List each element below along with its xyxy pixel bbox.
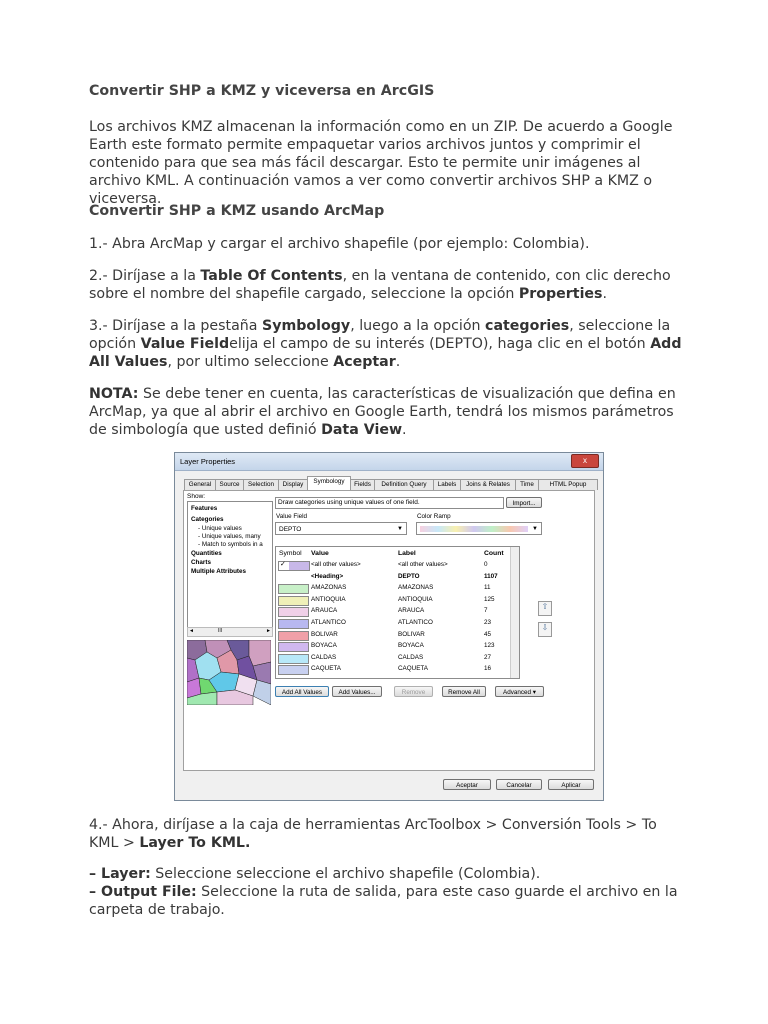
step-2: 2.- Diríjase a la Table Of Contents, en la ventana de contenido, con clic derecho sobre el nombre del shapefile cargado, seleccione la opción Properties. (89, 268, 671, 302)
symbol-swatch[interactable] (278, 642, 309, 652)
color-ramp-swatch (420, 526, 528, 532)
cell-value: BOLIVAR (311, 630, 338, 638)
col-symbol[interactable]: Symbol (279, 550, 302, 557)
symbol-swatch[interactable] (278, 654, 309, 664)
tab-display[interactable]: Display (278, 479, 308, 490)
cell-label: CALDAS (398, 653, 424, 661)
symbol-swatch[interactable] (278, 665, 309, 675)
col-label[interactable]: Label (398, 550, 416, 557)
tree-item-multiple-attributes[interactable]: Multiple Attributes (191, 568, 247, 575)
close-button[interactable]: x (571, 454, 599, 468)
map-preview (187, 640, 271, 705)
cell-value: ANTIOQUIA (311, 595, 346, 603)
cell-count: 16 (484, 665, 492, 673)
tab-fields[interactable]: Fields (350, 479, 375, 490)
tree-item-categories[interactable]: Categories (191, 516, 224, 523)
layer-line: – Layer: Seleccione seleccione el archivo shapefile (Colombia). (89, 866, 541, 882)
cell-value: <Heading> (311, 572, 344, 580)
col-count[interactable]: Count (484, 550, 504, 557)
symbol-swatch[interactable] (278, 631, 309, 641)
cell-label: ARAUCA (398, 607, 425, 615)
cell-value: AMAZONAS (311, 584, 347, 592)
cell-label: ATLANTICO (398, 619, 433, 626)
cell-value: CAQUETA (311, 665, 341, 673)
cell-count: 123 (484, 642, 495, 650)
checkbox-icon[interactable]: ✓ (280, 561, 286, 568)
step-3: 3.- Diríjase a la pestaña Symbology, luego a la opción categories, seleccione la opción Value Fieldelija el campo de su interés (DEPTO), haga clic en el botón Add All Values, por ultimo seleccione Aceptar. (89, 318, 682, 370)
table-row[interactable] (276, 595, 509, 606)
cell-label: <all other values> (398, 561, 448, 568)
table-row[interactable] (276, 572, 509, 583)
add-values-button[interactable]: Add Values... (332, 686, 382, 697)
cell-value: BOYACA (311, 642, 337, 650)
scroll-thumb[interactable]: III (218, 628, 223, 634)
value-field-value: DEPTO (279, 526, 302, 533)
tree-item-quantities[interactable]: Quantities (191, 550, 222, 557)
intro-paragraph: Los archivos KMZ almacenan la información como en un ZIP. De acuerdo a Google Earth este formato permite empaquetar varios archivos juntos y comprimir el contenido para que sea más fácil descargar. Esto te permite unir imágenes al archivo KML. A continuación vamos a ver como convertir archivos SHP a KMZ o viceversa. (89, 119, 673, 207)
table-vertical-scrollbar[interactable] (510, 547, 519, 678)
step-4: 4.- Ahora, diríjase a la caja de herramientas ArcToolbox > Conversión Tools > To KML > Layer To KML. (89, 817, 657, 851)
col-value[interactable]: Value (311, 550, 329, 557)
symbol-swatch[interactable] (278, 607, 309, 617)
show-tree (187, 501, 273, 629)
cell-value: ARAUCA (311, 607, 338, 615)
tab-html-popup[interactable]: HTML Popup (538, 479, 598, 490)
tree-item-charts[interactable]: Charts (191, 559, 211, 566)
tab-joins-relates[interactable]: Joins & Relates (460, 479, 516, 490)
tree-item-match-symbols[interactable]: - Match to symbols in a (198, 541, 263, 548)
tree-item-features[interactable]: Features (191, 505, 218, 512)
table-row[interactable] (276, 630, 509, 641)
cell-count: 27 (484, 653, 492, 661)
chevron-down-icon: ▼ (532, 526, 538, 532)
cell-count: 0 (484, 561, 488, 568)
table-row[interactable] (276, 653, 509, 664)
nota: NOTA: Se debe tener en cuenta, las características de visualización que defina en ArcMap, ya que al abrir el archivo en Google Earth, tendrá los mismos parámetros de simbología que usted definió Data View. (89, 386, 676, 438)
cell-count: 11 (484, 584, 491, 592)
step-1: 1.- Abra ArcMap y cargar el archivo shapefile (por ejemplo: Colombia). (89, 236, 590, 252)
show-label: Show: (187, 493, 206, 500)
import-button[interactable]: Import... (506, 497, 542, 508)
cell-label: BOLIVAR (398, 630, 425, 638)
cell-count: 1107 (484, 572, 498, 580)
add-all-values-button[interactable]: Add All Values (275, 686, 329, 697)
doc-title: Convertir SHP a KMZ y viceversa en ArcGIS (89, 83, 435, 99)
table-row[interactable] (276, 618, 509, 629)
cell-count: 7 (484, 607, 488, 615)
move-down-icon[interactable]: ⇩ (538, 622, 552, 637)
scroll-right-icon[interactable]: ► (266, 628, 271, 634)
layer-properties-dialog (174, 452, 604, 801)
table-row[interactable] (276, 560, 509, 571)
symbol-swatch[interactable] (278, 584, 309, 594)
description-box: Draw categories using unique values of one field. (275, 497, 504, 509)
cell-label: DEPTO (398, 572, 420, 580)
cell-value: CALDAS (311, 653, 337, 661)
cell-count: 23 (484, 619, 492, 626)
table-row[interactable] (276, 641, 509, 652)
move-up-icon[interactable]: ⇧ (538, 601, 552, 616)
table-row[interactable] (276, 664, 509, 675)
advanced-label: Advanced (503, 689, 532, 696)
tree-item-unique-values[interactable]: - Unique values (198, 525, 242, 532)
section-subtitle: Convertir SHP a KMZ usando ArcMap (89, 203, 385, 219)
symbol-swatch[interactable] (278, 561, 310, 571)
chevron-down-icon: ▾ (532, 689, 536, 696)
cell-label: CAQUETA (398, 665, 428, 673)
remove-button[interactable]: Remove (394, 686, 433, 697)
cell-count: 125 (484, 595, 495, 603)
map-preview-image (187, 640, 271, 705)
tree-horizontal-scrollbar[interactable] (187, 627, 273, 637)
table-row[interactable] (276, 606, 509, 617)
scroll-left-icon[interactable]: ◄ (189, 628, 194, 634)
tab-labels[interactable]: Labels (433, 479, 461, 490)
accept-button[interactable]: Aceptar (443, 779, 491, 790)
values-table (275, 546, 520, 679)
dialog-titlebar (175, 453, 603, 471)
cell-label: ANTIOQUIA (398, 595, 433, 603)
chevron-down-icon: ▼ (397, 526, 403, 532)
color-ramp-label: Color Ramp (417, 513, 451, 520)
cell-label: BOYACA (398, 642, 424, 650)
value-field-select[interactable] (275, 522, 407, 535)
remove-all-button[interactable]: Remove All (442, 686, 486, 697)
symbol-swatch[interactable] (278, 596, 309, 606)
cell-value: ATLANTICO (311, 619, 346, 626)
tab-definition-query[interactable]: Definition Query (374, 479, 434, 490)
symbol-swatch[interactable] (278, 619, 309, 629)
table-row[interactable] (276, 583, 509, 594)
cell-label: AMAZONAS (398, 584, 434, 592)
tab-symbology[interactable]: Symbology (307, 476, 351, 490)
value-field-label: Value Field (276, 513, 308, 520)
cell-value: <all other values> (311, 561, 361, 568)
cell-count: 45 (484, 630, 492, 638)
tab-source[interactable]: Source (215, 479, 244, 490)
symbology-panel (183, 490, 595, 771)
color-ramp-select[interactable] (416, 522, 542, 535)
output-line: – Output File: Seleccione la ruta de salida, para este caso guarde el archivo en la carpeta de trabajo. (89, 884, 678, 918)
dialog-title: Layer Properties (180, 457, 236, 466)
advanced-button[interactable] (495, 686, 544, 697)
tab-time[interactable]: Time (515, 479, 539, 490)
tab-selection[interactable]: Selection (243, 479, 279, 490)
apply-button[interactable]: Aplicar (548, 779, 594, 790)
tab-general[interactable]: General (184, 479, 216, 490)
tree-item-unique-values-many[interactable]: - Unique values, many (198, 533, 261, 540)
cancel-button[interactable]: Cancelar (496, 779, 542, 790)
